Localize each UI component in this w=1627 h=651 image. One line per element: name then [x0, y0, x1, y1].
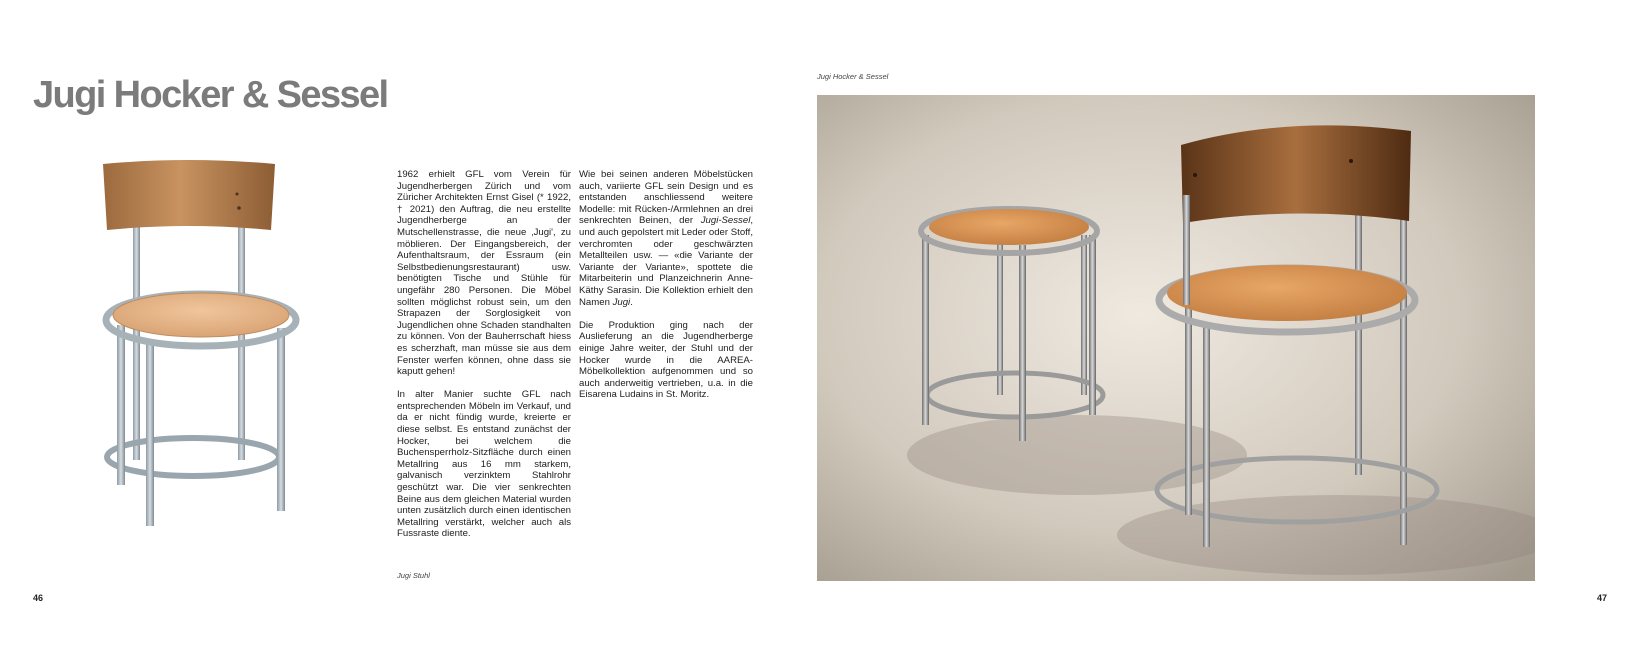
right-page: [813, 0, 1627, 651]
caption-hocker-sessel: Jugi Hocker & Sessel: [817, 72, 889, 81]
text-column-1: [397, 169, 571, 552]
jugi-stuhl-photo: [33, 150, 381, 580]
caption-jugi-stuhl: Jugi Stuhl: [397, 571, 430, 580]
paragraph-production: Die Produktion ging nach der Auslieferung an die Jugendherberge einige Jahre weiter, der Stuhl und der Hocker wurde in die AAREA-Möbelkollektion aufgenommen und so auch anderweitig vertrieben, u.a. in die Eisarena Ludains in St. Moritz.: [579, 319, 753, 401]
left-page: [0, 0, 813, 651]
page-number-left: 46: [33, 593, 44, 603]
jugi-hocker-sessel-photo: [817, 95, 1535, 581]
text-column-2: [579, 169, 753, 412]
page-title: Jugi Hocker & Sessel: [33, 74, 388, 116]
paragraph-history: 1962 erhielt GFL vom Verein für Jugendherbergen Zürich und vom Züricher Architekten Ernst Gisel (* 1922, † 2021) den Auftrag, die neu erstellte Jugendherberge an der Mutschellenstrasse, die neue ‚Jugi', zu möblieren. Der Eingangsbereich, der Aufenthaltsraum, der Essraum (ein Selbstbedienungsrestaurant) usw. benötigten Tische und Stühle für ungefähr 280 Personen. Die Möbel sollten möglichst robust sein, um den Strapazen der Sorglosigkeit von Jugendlichen ohne Schaden standhalten zu können. Von der Bauherrschaft hiess es scherzhaft, man müsse sie aus dem Fenster werfen können, ohne dass sie kaputt gehen!: [397, 169, 571, 378]
paragraph-variants: Wie bei seinen anderen Möbelstücken auch, variierte GFL sein Design und es entstanden anschliessend weitere Modelle: mit Rücken-/Armlehnen an drei senkrechten Beinen, der Jugi-Sessel, und auch gepolstert mit Leder oder Stoff, verchromten oder geschwärzten Metallteilen usw. — «die Variante der Variante der Variante», spottete die Mitarbeiterin und Planzeichnerin Anne-Käthy Sarasin. Die Kollektion erhielt den Namen Jugi.: [579, 169, 753, 308]
page-number-right: 47: [1596, 593, 1607, 603]
paragraph-hocker: In alter Manier suchte GFL nach entsprechenden Möbeln im Verkauf, und da er nicht fündig wurde, kreierte er diese selbst. Es entstand zunächst der Hocker, bei welchem die Buchensperrholz-Sitzfläche durch einen Metallring aus 16 mm starkem, galvanisch verzinktem Stahlrohr geschützt war. Die vier senkrechten Beine aus dem gleichen Material wurden unten zusätzlich durch einen identischen Metallring verstärkt, welcher auch als Fussraste diente.: [397, 389, 571, 540]
